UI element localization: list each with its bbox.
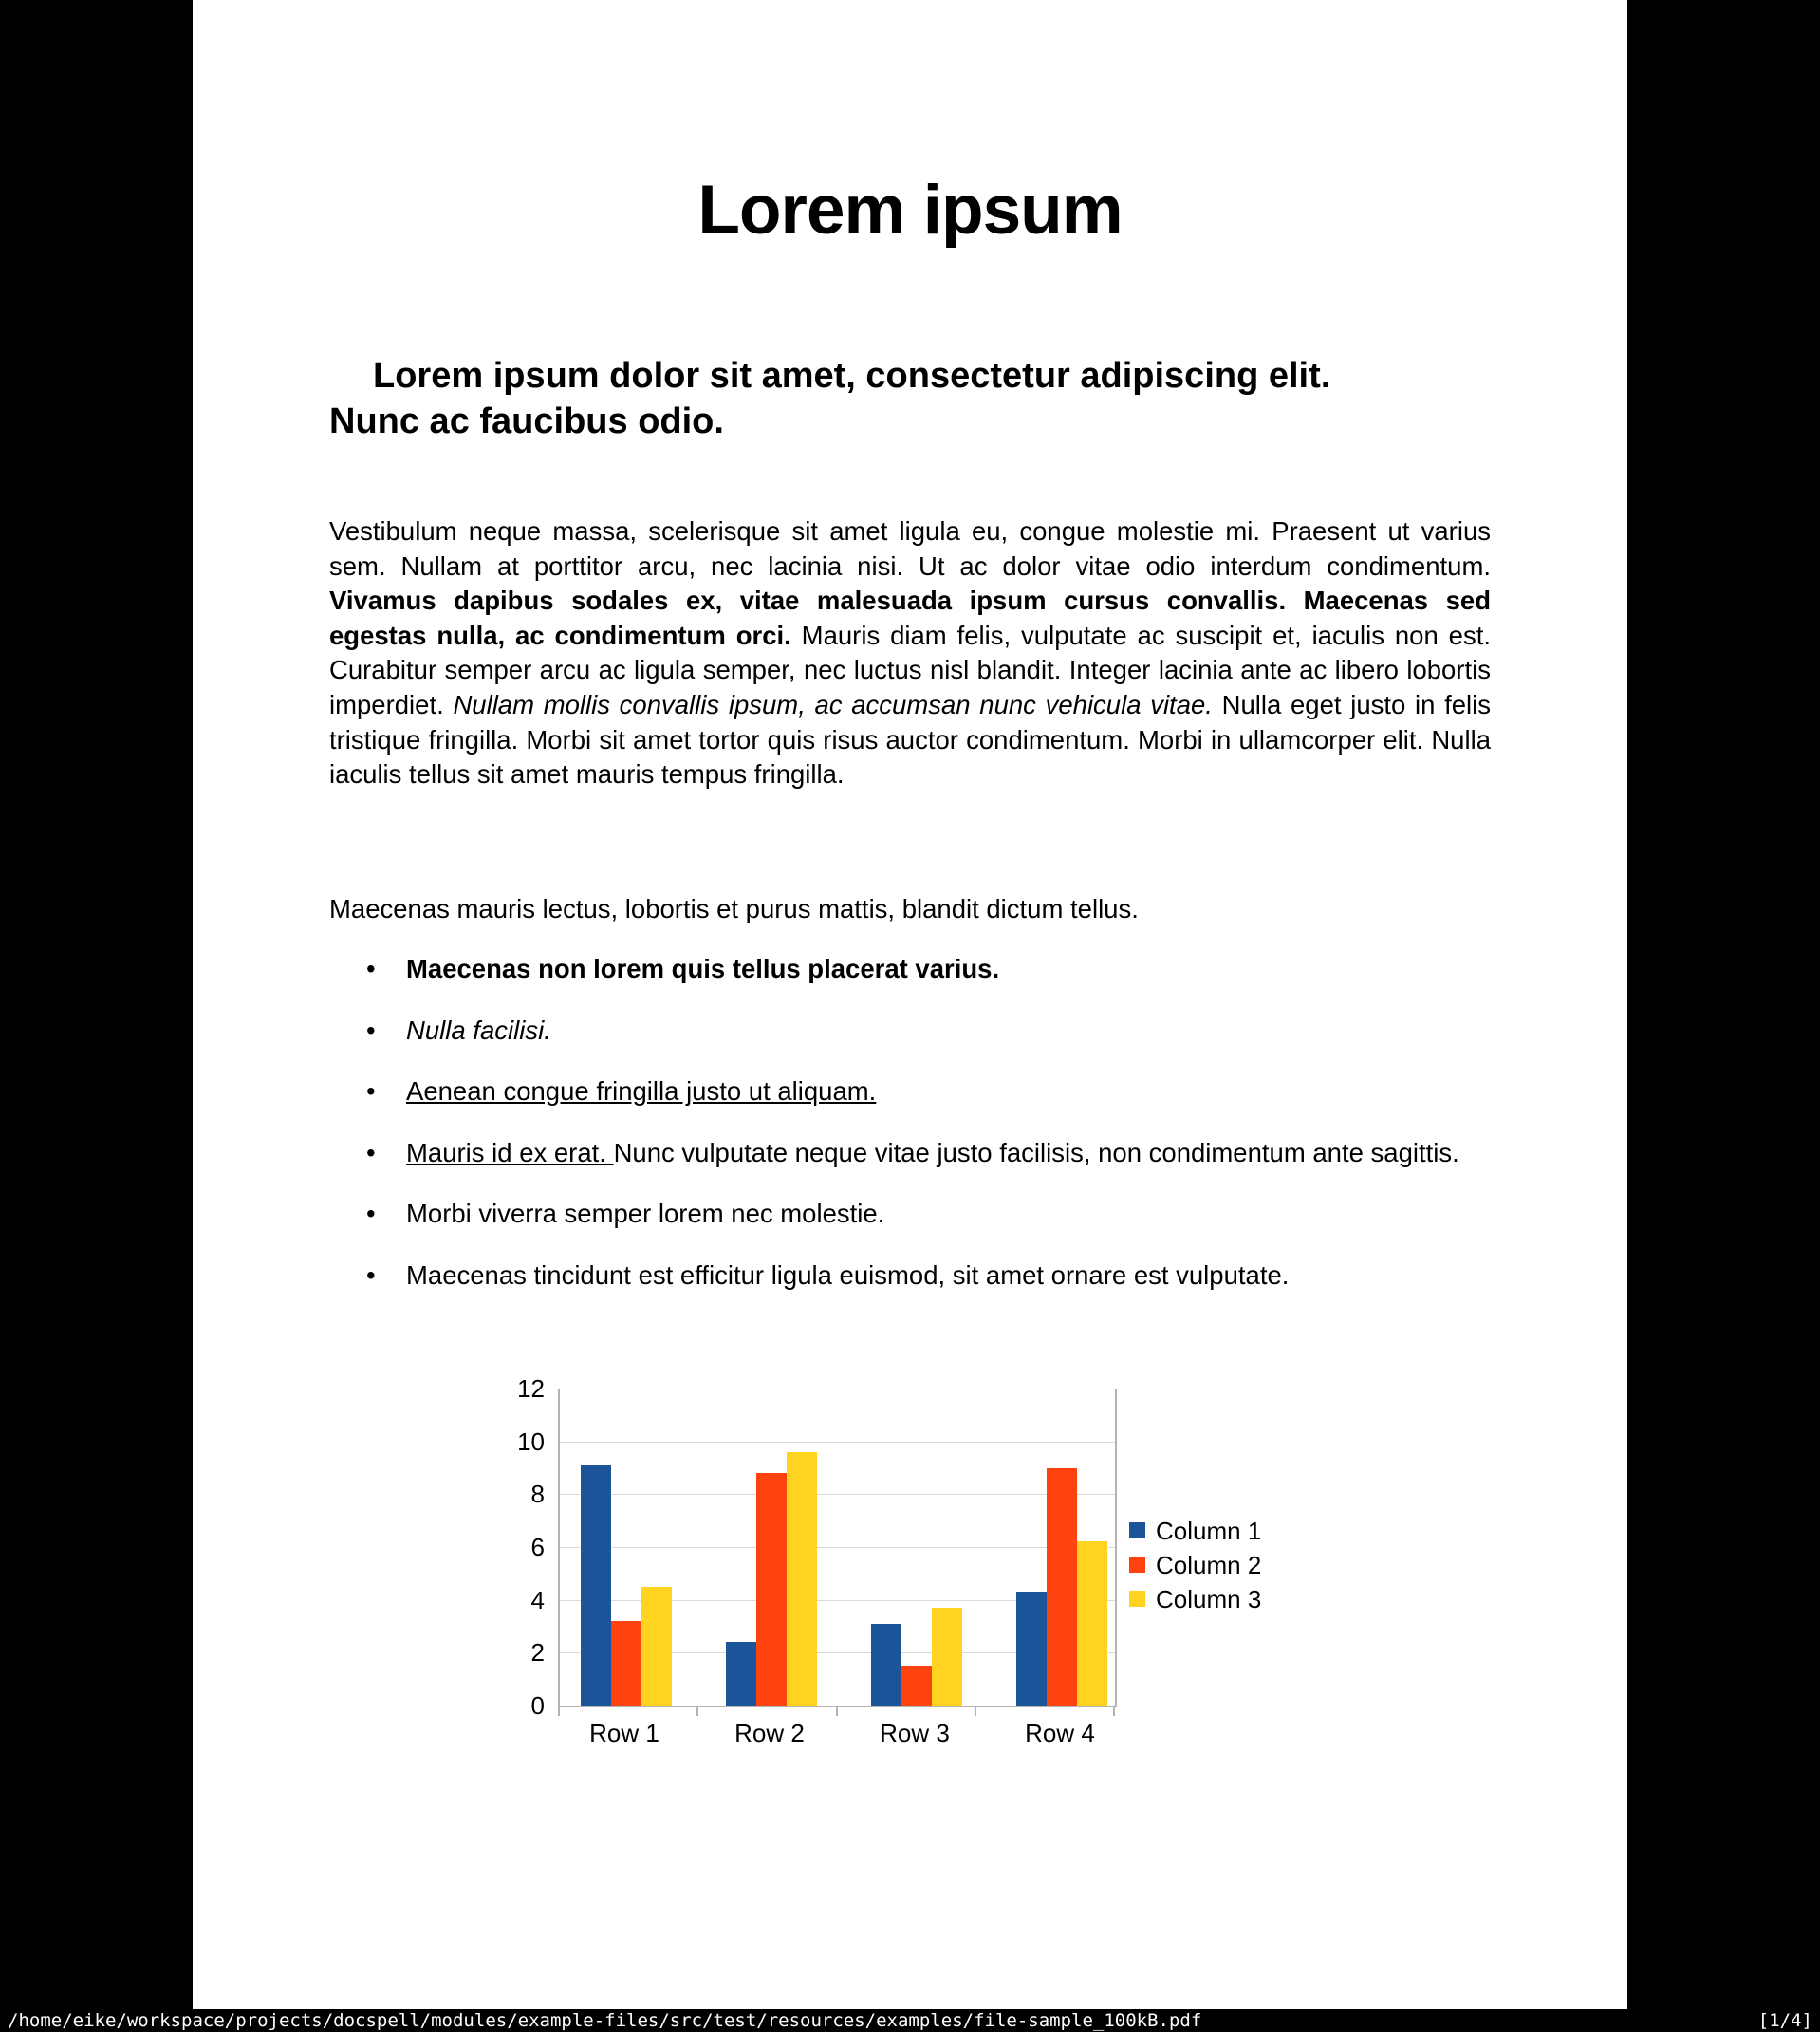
text-segment-normal: Vestibulum neque massa, scelerisque sit amet ligula eu, congue molestie mi. Praesent ut varius sem. Nullam at porttitor arcu, nec lacinia nisi. Ut ac dolor vitae odio interdum condimentum. — [329, 516, 1491, 581]
x-axis-tick — [696, 1707, 698, 1716]
chart-bar-column-1-row-1 — [581, 1465, 611, 1706]
y-axis-label-4: 4 — [530, 1585, 545, 1614]
text-segment-normal: Maecenas tincidunt est efficitur ligula euismod, sit amet ornare est vulputate. — [406, 1259, 1290, 1290]
x-axis-label-row-3: Row 3 — [880, 1719, 950, 1747]
legend-label-column-1: Column 1 — [1156, 1517, 1262, 1545]
y-axis-label-10: 10 — [517, 1426, 545, 1456]
text-segment-normal: Morbi viverra semper lorem nec molestie. — [406, 1199, 885, 1229]
x-axis-tick — [558, 1707, 560, 1716]
legend-item-column-3 — [1129, 1587, 1338, 1613]
legend-swatch-column-1 — [1129, 1522, 1145, 1538]
chart-bar-column-1-row-2 — [726, 1642, 756, 1706]
statusbar-file-path: /home/eike/workspace/projects/docspell/modules/example-files/src/test/resources/examples/file-sample_100kB.pdf — [8, 2010, 1202, 2031]
chart-bar-column-3-row-4 — [1077, 1541, 1107, 1706]
chart-bar-column-1-row-4 — [1016, 1592, 1047, 1706]
y-axis-label-2: 2 — [530, 1638, 545, 1668]
legend-item-column-2 — [1129, 1553, 1338, 1579]
x-axis-tick — [1113, 1707, 1115, 1716]
legend-item-column-1 — [1129, 1519, 1338, 1545]
text-segment-bold: Maecenas non lorem quis tellus placerat varius. — [406, 954, 1000, 983]
text-segment-italic: Nullam mollis convallis ipsum, ac accumsan nunc vehicula vitae. — [453, 689, 1213, 719]
y-axis-label-6: 6 — [530, 1533, 545, 1561]
y-axis-label-0: 0 — [530, 1691, 545, 1720]
y-axis-label-8: 8 — [530, 1480, 545, 1509]
chart-gridline-10 — [560, 1442, 1115, 1443]
text-segment-italic: Nulla facilisi. — [406, 1015, 551, 1045]
chart-bar-column-2-row-3 — [901, 1666, 932, 1706]
legend-label-column-3: Column 3 — [1156, 1585, 1262, 1613]
text-segment-normal: Mauris diam felis, vulputate ac suscipit et, iaculis non est. Curabitur semper arcu ac ligula semper, nec luctus nisl blandit. Integer lacinia ante ac libero lobortis imperdiet. — [329, 620, 1491, 719]
x-axis-tick — [836, 1707, 838, 1716]
text-segment-underline: Aenean congue fringilla justo ut aliquam. — [406, 1076, 877, 1107]
text-segment-normal: Nunc vulputate neque vitae justo facilisis, non condimentum ante sagittis. — [613, 1137, 1459, 1167]
chart-bar-column-3-row-2 — [787, 1452, 817, 1706]
section-heading: Lorem ipsum dolor sit amet, consectetur adipiscing elit. Nunc ac faucibus odio. — [329, 356, 1331, 441]
legend-swatch-column-2 — [1129, 1557, 1145, 1573]
x-axis-tick — [975, 1707, 976, 1716]
text-segment-bold: Vivamus dapibus sodales ex, vitae malesuada ipsum cursus convallis. Maecenas sed egestas nulla, ac condimentum orci. — [329, 586, 1491, 650]
legend-label-column-2: Column 2 — [1156, 1551, 1262, 1579]
statusbar-page-indicator: [1/4] — [1757, 2010, 1812, 2031]
chart-bar-column-1-row-3 — [871, 1624, 901, 1706]
x-axis-label-row-2: Row 2 — [734, 1719, 805, 1747]
document-title: Lorem ipsum — [697, 172, 1123, 249]
body-paragraph-2: Maecenas mauris lectus, lobortis et purus mattis, blandit dictum tellus. — [329, 894, 1139, 923]
legend-swatch-column-3 — [1129, 1591, 1145, 1607]
y-axis-label-12: 12 — [517, 1374, 545, 1403]
chart-bar-column-3-row-3 — [932, 1608, 962, 1706]
chart-plot-area — [558, 1389, 1117, 1707]
chart-gridline-6 — [560, 1547, 1115, 1548]
text-segment-underline: Mauris id ex erat. — [406, 1137, 614, 1167]
x-axis-label-row-1: Row 1 — [589, 1719, 659, 1747]
x-axis-label-row-4: Row 4 — [1025, 1719, 1095, 1747]
chart-bar-column-3-row-1 — [641, 1587, 672, 1706]
chart-gridline-8 — [560, 1494, 1115, 1495]
statusbar — [0, 2009, 1820, 2032]
chart-bar-column-2-row-2 — [756, 1473, 787, 1706]
text-segment-normal: Nulla eget justo in felis tristique fringilla. Morbi sit amet tortor quis risus auctor condimentum. Morbi in ullamcorper elit. Nulla iaculis tellus sit amet mauris tempus fringilla. — [329, 689, 1491, 790]
document-page — [193, 0, 1627, 2009]
chart-bar-column-2-row-4 — [1047, 1468, 1077, 1706]
bar-chart — [193, 0, 1627, 2009]
chart-bar-column-2-row-1 — [611, 1621, 641, 1706]
